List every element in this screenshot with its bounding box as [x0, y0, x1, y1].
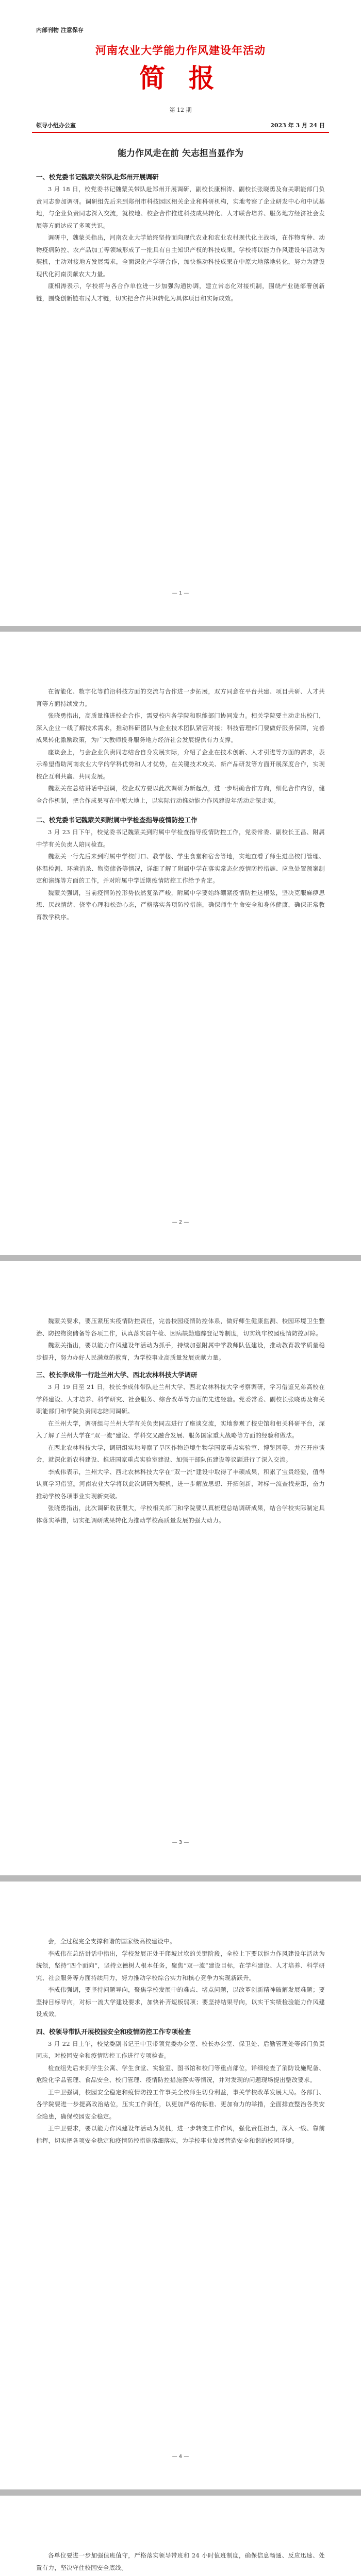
- page-number: — 4 —: [172, 2454, 189, 2460]
- paragraph: [36, 2574, 325, 2576]
- paragraph: 在智能化、数字化等前沿科技方面的交流与合作进一步拓展，双方同意在平台共建、项目共研、人才共育等方面持续发力。: [36, 688, 325, 707]
- section-3-title: 三、校长李成伟一行赴兰州大学、西北农林科技大学调研: [36, 1371, 198, 1379]
- red-divider: [32, 132, 329, 133]
- paragraph: 在西北农林科技大学，调研组实地考察了旱区作物逆境生物学国家重点实验室、博览园等，并召开座谈会，就深化新农科建设、推进国家重点实验室建设、加强干部队伍建设等议题进行了深入交流。: [36, 1444, 325, 1463]
- page-5-body: [0, 2550, 361, 2576]
- paragraph: 王中卫要求，要以能力作风建设年活动为契机，进一步转变工作作风，强化责任担当，深入一线、靠前指挥，切实把各项安全稳定和疫情防控措施落细落实，为学校事业发展营造安全和谐的校园环境。: [36, 2125, 325, 2144]
- section-1-title: 一、校党委书记魏蒙关带队赴郑州开展调研: [36, 173, 159, 181]
- paragraph: 魏蒙关强调，当前疫情防控形势依然复杂严峻，附属中学要始终绷紧疫情防控这根弦，坚决克服麻痹思想、厌战情绪、侥幸心理和松劲心态，严格落实各项防控措施，确保师生生命安全和身体健康，确保正常教育教学秩序。: [36, 889, 325, 921]
- page-number: — 3 —: [172, 1840, 189, 1845]
- paragraph: 康相涛表示，学校将与各合作单位进一步加强沟通协调，建立常态化对接机制，围绕产业链部署创新链，围绕创新链布局人才链，切实把合作共识转化为具体项目和实际成效。: [36, 282, 325, 302]
- paragraph: 魏蒙关指出，要以能力作风建设年活动为抓手，持续加强附属中学教师队伍建设，推动教育教学质量稳步提升，努力办好人民满意的教育，为学校事业高质量发展贡献力量。: [36, 1342, 325, 1361]
- page-3-body: [0, 1315, 361, 1527]
- bulletin-org: 河南农业大学能力作风建设年活动: [95, 44, 266, 57]
- issue-number: 第 12 期: [169, 107, 192, 113]
- security-label: 内部刊物 注意保存: [36, 27, 84, 33]
- page-4: [0, 1882, 361, 2489]
- paragraph: 调研中，魏蒙关指出，河南农业大学始终坚持面向现代农业和农业农村现代化主战场，在作物育种、动物疫病防控、农产品加工等领域形成了一批具有自主知识产权的科技成果。学校将以能力作风建设年活动为契机，主动对接地方发展需求，全面深化产学研合作，加快推动科技成果在中原大地落地转化，努力为建设现代化河南贡献农大力量。: [36, 234, 325, 278]
- issuing-office: 领导小组办公室: [36, 122, 76, 129]
- paragraph: 3 月 23 日下午，校党委书记魏蒙关到附属中学检查指导疫情防控工作，党委常委、副校长王昌、附属中学有关负责人陪同检查。: [36, 828, 325, 848]
- paragraph: 魏蒙关一行先后来到附属中学校门口、教学楼、学生食堂和宿舍等地，实地查看了师生进出校门管理、体温检测、环境消杀、物资储备等情况，详细了解了附属中学在落实常态化疫情防控措施、应急处置预案制定和演练等方面的工作，并对附属中学近期疫情防控工作给予肯定。: [36, 853, 325, 884]
- paragraph: 张晓勇指出，此次调研收获很大，学校相关部门和学院要认真梳理总结调研成果，结合学校实际制定具体落实举措，切实把调研成果转化为推动学校高质量发展的强大动力。: [36, 1504, 325, 1524]
- section-4-title: 四、校领导带队开展校园安全和疫情防控工作专项检查: [36, 2027, 191, 2036]
- paragraph: 3 月 22 日上午，校党委副书记王中卫带领党委办公室、校长办公室、保卫处、后勤管理处等部门负责同志，对校园安全和疫情防控工作进行专项检查。: [36, 2040, 325, 2059]
- bulletin-title: 简 报: [139, 63, 222, 93]
- paragraph: 座谈会上，与会企业负责同志结合自身发展实际，介绍了企业在技术创新、人才引进等方面的需求，表示希望借助河南农业大学的学科优势和人才优势，在关键技术攻关、新产品研发等方面开展深度合作，实现校企互利共赢、共同发展。: [36, 748, 325, 780]
- page-1: [0, 0, 361, 626]
- paragraph: 张晓勇指出，高质量推进校企合作，需要校内各学院和职能部门协同发力。相关学院要主动走出校门，深入企业一线了解技术需求，推动科研团队与企业技术团队紧密对接；科技管理部门要做好服务保障，完善成果转化激励政策，为广大教师投身服务地方经济社会发展提供有力支撑。: [36, 712, 325, 743]
- page-1-body: [0, 170, 361, 304]
- page-2: [0, 632, 361, 1255]
- paragraph: 李成伟表示，兰州大学、西北农林科技大学在“双一流”建设中取得了丰硕成果，积累了宝贵经验，值得认真学习借鉴。河南农业大学将以此次调研为契机，进一步解放思想、开拓创新，对标一流查找差距，奋力推动学校各项事业实现新突破。: [36, 1468, 325, 1500]
- page-number: — 1 —: [172, 590, 189, 596]
- paragraph: 检查组先后来到学生公寓、学生食堂、实验室、图书馆和校门等重点部位，详细检查了消防设施配备、危险化学品管理、食品安全、校门管理、疫情防控措施落实等情况，并对发现的问题现场提出整改要求。: [36, 2064, 325, 2083]
- paragraph: 魏蒙关在总结讲话中强调，校企双方要以此次调研为新起点，进一步明确合作方向，细化合作内容，健全合作机制，把合作成果写在中原大地上，以实际行动推动能力作风建设年活动走深走实。: [36, 785, 325, 804]
- paragraph: 李成伟强调，要坚持问题导向，聚焦学校发展中的难点、堵点问题，以改革创新精神破解发展难题；要坚持目标导向，对标一流大学建设要求，加快补齐短板弱项；要坚持结果导向，以实干实绩检验能力作风建设成效。: [36, 1986, 325, 2018]
- paragraph: 3 月 18 日，校党委书记魏蒙关带队赴郑州开展调研，副校长康相涛、副校长张晓勇及有关职能部门负责同志参加调研。调研组先后来到郑州市科技园区相关企业和科研机构，实地考察了企业研发中心和中试基地，与企业负责同志深入交流，就校地、校企合作推进科技成果转化、人才联合培养、服务地方经济社会发展等方面达成了多项共识。: [36, 185, 325, 229]
- headline: 能力作风走在前 矢志担当显作为: [118, 148, 243, 159]
- section-2-title: 二、校党委书记魏蒙关到附属中学检查指导疫情防控工作: [36, 816, 198, 824]
- paragraph: 3 月 19 日至 21 日，校长李成伟带队赴兰州大学、西北农林科技大学考察调研，学习借鉴兄弟高校在学科建设、人才培养、科学研究、社会服务、综合改革等方面的先进经验。党委常委、副校长张晓勇及有关职能部门和学院负责同志陪同调研。: [36, 1383, 325, 1415]
- page-3: [0, 1261, 361, 1875]
- issue-date: 2023 年 3 月 24 日: [270, 122, 325, 129]
- paragraph: 各单位要进一步加强值班值守，严格落实领导带班和 24 小时值班制度，确保信息畅通、反应迅速、处置有力，坚决守住校园安全底线。: [36, 2552, 325, 2571]
- paragraph: 在兰州大学，调研组与兰州大学有关负责同志进行了座谈交流，实地参观了校史馆和相关科研平台，深入了解了兰州大学在“双一流”建设、学科交叉融合发展、服务国家重大战略等方面的经验和做法。: [36, 1419, 325, 1439]
- paragraph: 魏蒙关要求，要压紧压实疫情防控责任，完善校园疫情防控体系，做好师生健康监测、校园环境卫生整治、防控物资储备等各项工作，认真落实晨午检、因病缺勤追踪登记等制度，切实筑牢校园疫情防控屏障。: [36, 1317, 325, 1337]
- paragraph: 王中卫强调，校园安全稳定和疫情防控工作事关全校师生切身利益，事关学校改革发展大局。各部门、各学院要进一步提高政治站位，压实工作责任，以更加严格的标准、更加有力的举措，全面排查整治各类安全隐患，确保校园安全稳定。: [36, 2088, 325, 2120]
- page-5: [0, 2496, 361, 2576]
- page-number: — 2 —: [172, 1219, 189, 1225]
- paragraph: 会，全过程完全支撑和谐的国家级高校建设中。: [48, 1938, 176, 1945]
- paragraph: 李成伟在总结讲话中指出，学校发展正处于爬坡过坎的关键阶段，全校上下要以能力作风建设年活动为统领，坚持“四个面向”，坚持立德树人根本任务，聚焦“双一流”建设目标，在学科建设、人才培养、科学研究、社会服务等方面持续用力，努力推动学校综合实力和核心竞争力实现新跃升。: [36, 1950, 325, 1981]
- page-2-body: [0, 686, 361, 923]
- page-4-body: [0, 1936, 361, 2147]
